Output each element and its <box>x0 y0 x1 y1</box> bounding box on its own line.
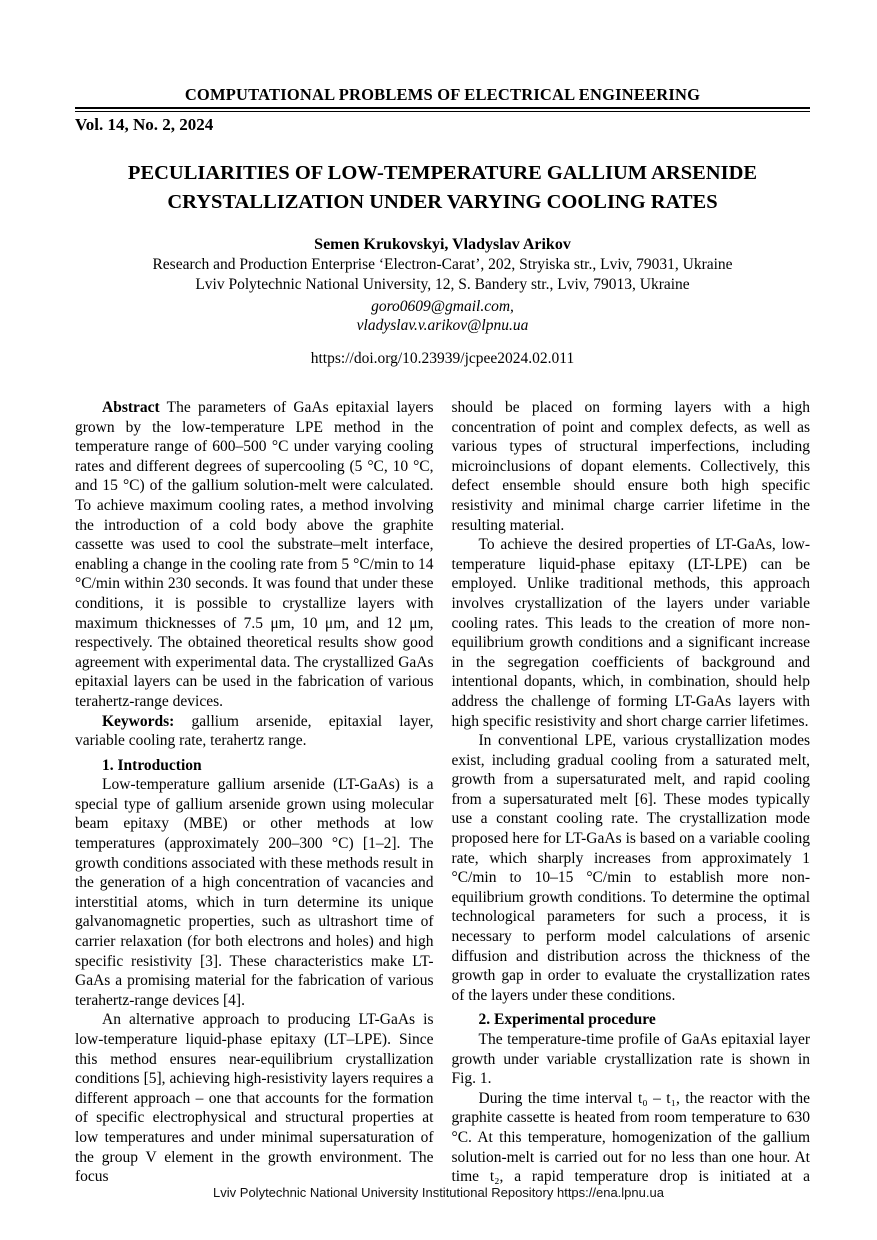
section-heading-text: 2. Experimental procedure <box>478 1011 656 1029</box>
paragraph <box>452 1089 811 1187</box>
paragraph-text: To achieve the desired properties of LT-GaAs, low-temperature liquid-phase epitaxy (LT-LPE) can be employed. Unlike traditional methods, this approach involves crystallization of the layers under variable cooling rates. This leads to the creation of more non-equilibrium growth conditions and a significant increase in the segregation coefficients of background and intentional dopants, which, in combination, should help address the challenge of forming LT-GaAs layers with high specific resistivity and short charge carrier lifetimes. <box>451 536 810 730</box>
journal-header <box>75 86 810 135</box>
journal-name: COMPUTATIONAL PROBLEMS OF ELECTRICAL ENGINEERING <box>184 85 701 104</box>
repository-footer: Lviv Polytechnic National University Institutional Repository https://ena.lpnu.ua <box>213 1185 664 1200</box>
email-block <box>75 298 810 335</box>
paragraph-lead: Abstract <box>102 399 160 416</box>
paragraph <box>452 398 811 535</box>
paragraph-text: gallium arsenide, epitaxial layer, variable cooling rate, terahertz range. <box>75 712 434 750</box>
paragraph <box>75 1010 434 1186</box>
volume-issue-line: Vol. 14, No. 2, 2024 <box>75 115 214 134</box>
paragraph <box>75 398 434 712</box>
paragraph <box>452 731 811 1005</box>
header-rule <box>75 107 810 112</box>
paragraph-text: Low-temperature gallium arsenide (LT-GaAs) is a special type of gallium arsenide grown using molecular beam epitaxy (MBE) or other methods at low temperatures (approximately 200–300 °C) [1–2]. The growth conditions associated with these methods result in the generation of a high concentration of vacancies and interstitial atoms, which in turn determine its unique galvanomagnetic properties, such as ultrashort time of carrier relaxation (for both electrons and holes) and high specific resistivity [3]. These characteristics make LT-GaAs a promising material for the fabrication of various terahertz-range devices [4]. <box>75 776 434 1009</box>
section-heading-text: 1. Introduction <box>102 756 202 774</box>
paragraph-text: The parameters of GaAs epitaxial layers grown by the low-temperature LPE method in the temperature range of 600–500 °C under varying cooling rates and different degrees of supercooling (5 °C, 10 °C, and 15 °C) of the gallium solution-melt were calculated. To achieve maximum cooling rates, a method involving the introduction of a cold body above the graphite cassette was used to cool the substrate–melt interface, enabling a change in the cooling rate from 5 °C/min to 14 °C/min within 230 seconds. It was found that under these conditions, it is possible to crystallize layers with maximum thicknesses of 7.5 μm, 10 μm, and 12 μm, respectively. The obtained theoretical results show good agreement with experimental data. The crystallized GaAs epitaxial layers can be used in the fabrication of various terahertz-range devices. <box>75 399 434 710</box>
article-title-line-2: CRYSTALLIZATION UNDER VARYING COOLING RATES <box>167 191 718 213</box>
affiliation-line-2: Lviv Polytechnic National University, 12, S. Bandery str., Lviv, 79013, Ukraine <box>195 276 690 293</box>
section-heading <box>75 756 434 776</box>
paragraph <box>75 712 434 751</box>
paragraph-text: An alternative approach to producing LT-GaAs is low-temperature liquid-phase epitaxy (LT–LPE). Since this method ensures near-equilibrium crystallization conditions [5], achieving high-resistivity layers requires a different approach – one that accounts for the formation of specific electrophysical and structural properties at low temperatures and under minimal supersaturation of the group V element in the growth environment. The focus <box>75 1011 434 1186</box>
paragraph-text: In conventional LPE, various crystallization modes exist, including gradual cooling from a saturated melt, growth from a supersaturated melt, and rapid cooling from a supersaturated melt [6]. These modes typically use a constant cooling rate. The crystallization mode proposed here for LT-GaAs is based on a variable cooling rate, which sharply increases from approximately 1 °C/min to 10–15 °C/min to establish more non-equilibrium growth conditions. To determine the optimal technological parameters for such a process, it is necessary to perform model calculations of arsenic diffusion and distribution across the thickness of the growth gap in order to evaluate the crystallization rates of the layers under these conditions. <box>451 732 810 1004</box>
authors-line: Semen Krukovskyi, Vladyslav Arikov <box>314 236 571 253</box>
paragraph-text: During the time interval t₀ – t₁, the reactor with the graphite cassette is heated from room temperature to 630 °C. At this temperature, homogenization of the gallium solution-melt is carried out for no less than one hour. At time t₂, a rapid temperature drop is initiated at a <box>451 1089 810 1186</box>
email-line-1: goro0609@gmail.com, <box>371 298 514 315</box>
two-column-body <box>75 398 810 1187</box>
doi-link: https://doi.org/10.23939/jcpee2024.02.011 <box>310 350 575 367</box>
affiliation-line-1: Research and Production Enterprise ‘Electron-Carat’, 202, Stryiska str., Lviv, 79031, Ukraine <box>152 256 733 273</box>
paragraph <box>452 1030 811 1089</box>
paragraph-text: should be placed on forming layers with a high concentration of point and complex defects, as well as various types of structural imperfections, including microinclusions of dopant elements. Collectively, this defect ensemble should ensure both high specific resistivity and minimal charge carrier lifetime in the resulting material. <box>451 399 810 534</box>
paragraph-text: The temperature-time profile of GaAs epitaxial layer growth under variable crystallization rate is shown in Fig. 1. <box>451 1031 810 1088</box>
article-title-line-1: PECULIARITIES OF LOW-TEMPERATURE GALLIUM ARSENIDE <box>127 162 758 184</box>
article-title <box>75 159 810 217</box>
paragraph <box>452 535 811 731</box>
email-line-2: vladyslav.v.arikov@lpnu.ua <box>356 316 529 334</box>
paragraph-lead: Keywords: <box>102 712 175 730</box>
paragraph <box>75 775 434 1010</box>
right-column <box>452 398 811 1187</box>
left-column <box>75 398 434 1187</box>
section-heading <box>452 1010 811 1030</box>
